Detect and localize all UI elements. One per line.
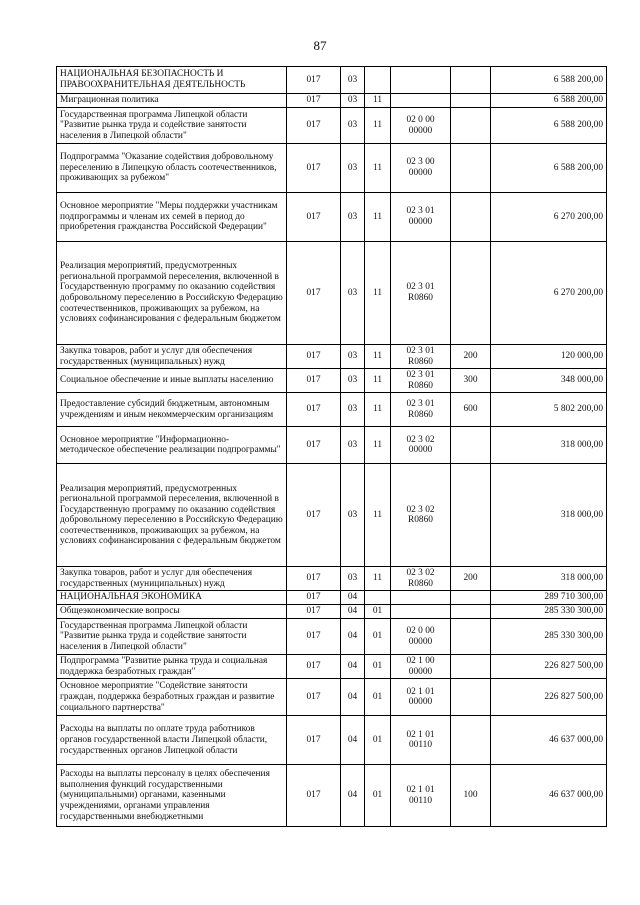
cell-subsection: 01 xyxy=(365,716,391,765)
table-row xyxy=(57,655,607,679)
cell-program: 02 3 01 R0860 xyxy=(391,345,451,369)
cell-type: 300 xyxy=(451,369,491,393)
cell-sum: 46 637 000,00 xyxy=(491,716,607,765)
cell-type xyxy=(451,679,491,716)
cell-subsection xyxy=(365,67,391,94)
cell-type xyxy=(451,464,491,567)
cell-name: Закупка товаров, работ и услуг для обеспечения государственных (муниципальных) нужд xyxy=(57,345,287,369)
cell-section: 04 xyxy=(341,765,365,827)
cell-subsection: 01 xyxy=(365,619,391,655)
cell-subsection: 11 xyxy=(365,393,391,427)
cell-admin: 017 xyxy=(287,345,341,369)
cell-section: 03 xyxy=(341,108,365,144)
cell-type xyxy=(451,619,491,655)
cell-name: Социальное обеспечение и иные выплаты населению xyxy=(57,369,287,393)
cell-admin: 017 xyxy=(287,108,341,144)
cell-sum: 226 827 500,00 xyxy=(491,655,607,679)
cell-admin: 017 xyxy=(287,765,341,827)
cell-name: НАЦИОНАЛЬНАЯ ЭКОНОМИКА xyxy=(57,591,287,605)
cell-name: Основное мероприятие "Меры поддержки участникам подпрограммы и членам их семей в период до приобретения гражданства Российской Федерации" xyxy=(57,193,287,242)
cell-name: Реализация мероприятий, предусмотренных региональной программой переселения, включенной в Государственную программу по оказанию содействия добровольному переселению в Российскую Федерацию соотечественников, проживающих за рубежом, на условиях софинансирования с федеральным бюджетом xyxy=(57,464,287,567)
cell-admin: 017 xyxy=(287,144,341,193)
cell-name: НАЦИОНАЛЬНАЯ БЕЗОПАСНОСТЬ И ПРАВООХРАНИТЕЛЬНАЯ ДЕЯТЕЛЬНОСТЬ xyxy=(57,67,287,94)
cell-subsection: 11 xyxy=(365,144,391,193)
cell-sum: 285 330 300,00 xyxy=(491,619,607,655)
table-row xyxy=(57,464,607,567)
cell-program: 02 3 01 R0860 xyxy=(391,242,451,345)
cell-type xyxy=(451,591,491,605)
cell-sum: 226 827 500,00 xyxy=(491,679,607,716)
table-body xyxy=(57,67,607,827)
cell-name: Реализация мероприятий, предусмотренных региональной программой переселения, включенной в Государственную программу по оказанию содействия добровольному переселению в Российскую Федерацию соотечественников, проживающих за рубежом, на условиях софинансирования с федеральным бюджетом xyxy=(57,242,287,345)
cell-section: 04 xyxy=(341,591,365,605)
cell-sum: 6 270 200,00 xyxy=(491,193,607,242)
cell-sum: 5 802 200,00 xyxy=(491,393,607,427)
cell-admin: 017 xyxy=(287,94,341,108)
cell-name: Подпрограмма "Оказание содействия добровольному переселению в Липецкую область соотечественников, проживающих за рубежом" xyxy=(57,144,287,193)
cell-program: 02 3 01 R0860 xyxy=(391,393,451,427)
cell-type xyxy=(451,94,491,108)
table-row xyxy=(57,619,607,655)
table-row xyxy=(57,242,607,345)
table-row xyxy=(57,67,607,94)
cell-program xyxy=(391,591,451,605)
cell-sum: 6 588 200,00 xyxy=(491,94,607,108)
table-row xyxy=(57,345,607,369)
cell-program: 02 0 00 00000 xyxy=(391,619,451,655)
cell-program: 02 0 00 00000 xyxy=(391,108,451,144)
cell-section: 03 xyxy=(341,427,365,464)
cell-sum: 348 000,00 xyxy=(491,369,607,393)
cell-type: 200 xyxy=(451,345,491,369)
cell-section: 04 xyxy=(341,655,365,679)
cell-type xyxy=(451,67,491,94)
cell-admin: 017 xyxy=(287,427,341,464)
cell-sum: 120 000,00 xyxy=(491,345,607,369)
cell-type xyxy=(451,108,491,144)
cell-subsection: 11 xyxy=(365,345,391,369)
cell-name: Миграционная политика xyxy=(57,94,287,108)
cell-subsection xyxy=(365,591,391,605)
cell-program xyxy=(391,67,451,94)
cell-admin: 017 xyxy=(287,679,341,716)
cell-type: 100 xyxy=(451,765,491,827)
cell-program xyxy=(391,605,451,619)
cell-subsection: 11 xyxy=(365,369,391,393)
cell-type xyxy=(451,144,491,193)
cell-section: 04 xyxy=(341,605,365,619)
cell-admin: 017 xyxy=(287,619,341,655)
cell-type: 200 xyxy=(451,567,491,591)
cell-program: 02 1 01 00110 xyxy=(391,716,451,765)
cell-program: 02 3 01 R0860 xyxy=(391,369,451,393)
table-row xyxy=(57,427,607,464)
table-row xyxy=(57,679,607,716)
cell-admin: 017 xyxy=(287,591,341,605)
cell-program: 02 3 01 00000 xyxy=(391,193,451,242)
cell-subsection: 01 xyxy=(365,765,391,827)
cell-program: 02 3 00 00000 xyxy=(391,144,451,193)
cell-sum: 6 588 200,00 xyxy=(491,144,607,193)
cell-subsection: 01 xyxy=(365,605,391,619)
cell-type xyxy=(451,716,491,765)
cell-subsection: 11 xyxy=(365,567,391,591)
cell-section: 03 xyxy=(341,393,365,427)
cell-admin: 017 xyxy=(287,369,341,393)
budget-table xyxy=(56,66,607,827)
cell-sum: 6 588 200,00 xyxy=(491,108,607,144)
cell-subsection: 11 xyxy=(365,464,391,567)
cell-name: Подпрограмма "Развитие рынка труда и социальная поддержка безработных граждан" xyxy=(57,655,287,679)
cell-admin: 017 xyxy=(287,605,341,619)
cell-admin: 017 xyxy=(287,655,341,679)
table-row xyxy=(57,193,607,242)
cell-type xyxy=(451,242,491,345)
cell-sum: 285 330 300,00 xyxy=(491,605,607,619)
cell-program: 02 3 02 R0860 xyxy=(391,464,451,567)
table-row xyxy=(57,591,607,605)
cell-section: 03 xyxy=(341,464,365,567)
cell-section: 03 xyxy=(341,345,365,369)
cell-name: Основное мероприятие "Информационно-методическое обеспечение реализации подпрограммы" xyxy=(57,427,287,464)
cell-admin: 017 xyxy=(287,193,341,242)
cell-name: Основное мероприятие "Содействие занятости граждан, поддержка безработных граждан и развитие социального партнерства" xyxy=(57,679,287,716)
cell-section: 03 xyxy=(341,67,365,94)
table-row xyxy=(57,605,607,619)
cell-sum: 6 270 200,00 xyxy=(491,242,607,345)
cell-program: 02 1 01 00000 xyxy=(391,679,451,716)
table-row xyxy=(57,369,607,393)
cell-type xyxy=(451,193,491,242)
cell-section: 03 xyxy=(341,369,365,393)
table-row xyxy=(57,94,607,108)
cell-program: 02 3 02 00000 xyxy=(391,427,451,464)
cell-sum: 318 000,00 xyxy=(491,427,607,464)
cell-section: 03 xyxy=(341,567,365,591)
cell-name: Общеэкономические вопросы xyxy=(57,605,287,619)
cell-admin: 017 xyxy=(287,67,341,94)
cell-admin: 017 xyxy=(287,464,341,567)
cell-program: 02 1 01 00110 xyxy=(391,765,451,827)
table-row xyxy=(57,393,607,427)
page-number: 87 xyxy=(313,38,327,53)
cell-program: 02 3 02 R0860 xyxy=(391,567,451,591)
cell-section: 04 xyxy=(341,619,365,655)
table-row xyxy=(57,765,607,827)
cell-type xyxy=(451,655,491,679)
table-row xyxy=(57,144,607,193)
cell-admin: 017 xyxy=(287,716,341,765)
cell-subsection: 01 xyxy=(365,655,391,679)
cell-name: Расходы на выплаты персоналу в целях обеспечения выполнения функций государственными (муниципальными) органами, казенными учреждениями, органами управления государственными внебюджетными xyxy=(57,765,287,827)
cell-subsection: 11 xyxy=(365,94,391,108)
cell-section: 04 xyxy=(341,716,365,765)
cell-section: 03 xyxy=(341,242,365,345)
cell-type xyxy=(451,605,491,619)
cell-admin: 017 xyxy=(287,567,341,591)
cell-name: Государственная программа Липецкой области "Развитие рынка труда и содействие занятости населения в Липецкой области" xyxy=(57,108,287,144)
cell-section: 03 xyxy=(341,94,365,108)
cell-subsection: 01 xyxy=(365,679,391,716)
table-row xyxy=(57,108,607,144)
cell-sum: 318 000,00 xyxy=(491,464,607,567)
cell-name: Закупка товаров, работ и услуг для обеспечения государственных (муниципальных) нужд xyxy=(57,567,287,591)
cell-subsection: 11 xyxy=(365,108,391,144)
cell-sum: 318 000,00 xyxy=(491,567,607,591)
cell-sum: 6 588 200,00 xyxy=(491,67,607,94)
cell-sum: 289 710 300,00 xyxy=(491,591,607,605)
cell-type xyxy=(451,427,491,464)
cell-type: 600 xyxy=(451,393,491,427)
cell-section: 04 xyxy=(341,679,365,716)
cell-program xyxy=(391,94,451,108)
cell-name: Расходы на выплаты по оплате труда работников органов государственной власти Липецкой области, государственных органов Липецкой области xyxy=(57,716,287,765)
cell-section: 03 xyxy=(341,193,365,242)
cell-subsection: 11 xyxy=(365,242,391,345)
cell-admin: 017 xyxy=(287,393,341,427)
cell-name: Предоставление субсидий бюджетным, автономным учреждениям и иным некоммерческим организациям xyxy=(57,393,287,427)
cell-subsection: 11 xyxy=(365,427,391,464)
cell-section: 03 xyxy=(341,144,365,193)
cell-program: 02 1 00 00000 xyxy=(391,655,451,679)
table-row xyxy=(57,567,607,591)
cell-admin: 017 xyxy=(287,242,341,345)
table-row xyxy=(57,716,607,765)
cell-name: Государственная программа Липецкой области "Развитие рынка труда и содействие занятости населения в Липецкой области" xyxy=(57,619,287,655)
cell-sum: 46 637 000,00 xyxy=(491,765,607,827)
cell-subsection: 11 xyxy=(365,193,391,242)
